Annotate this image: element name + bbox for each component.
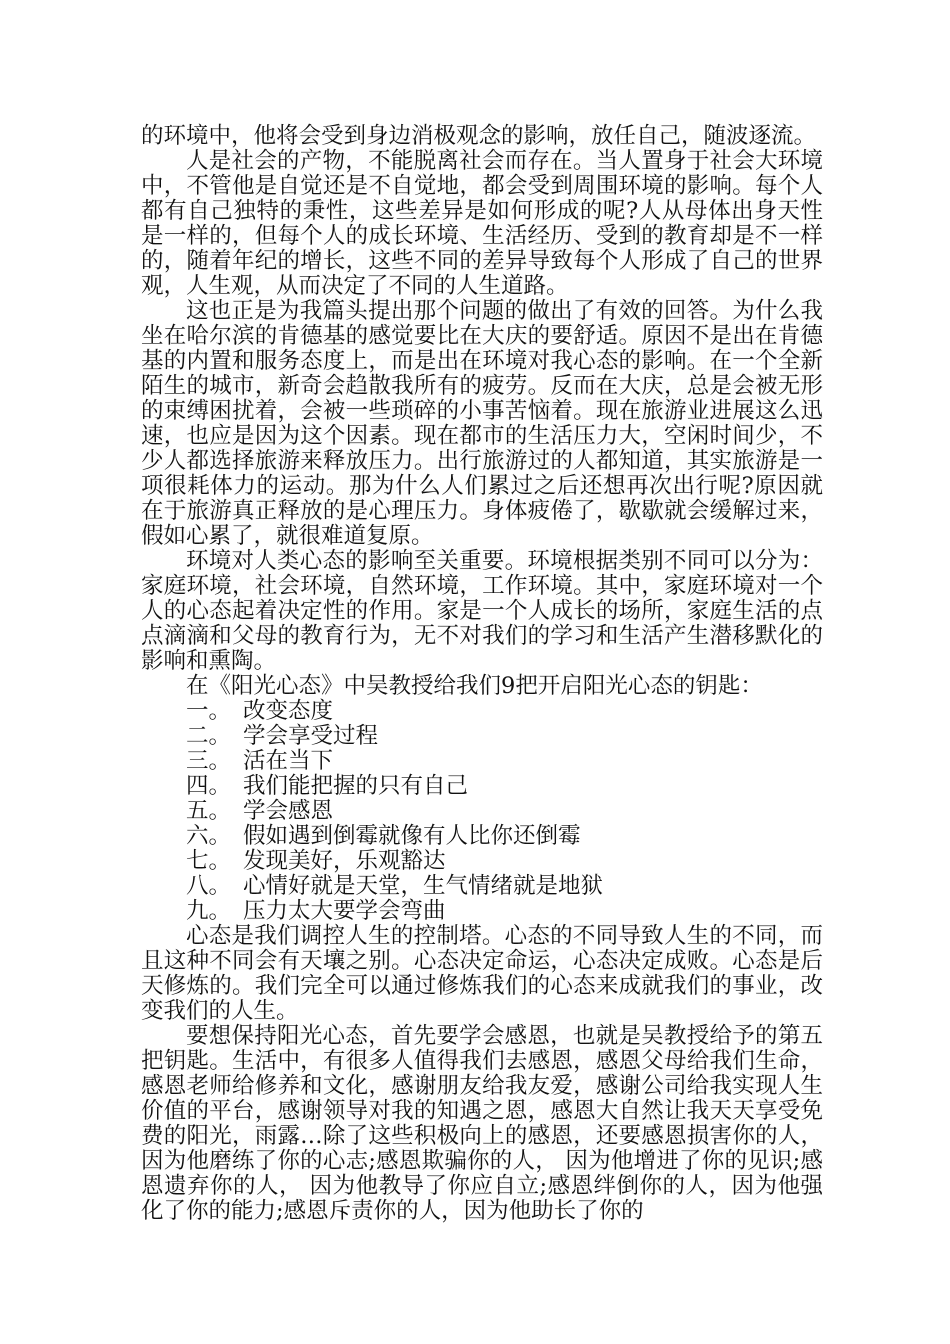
paragraph-kfc-answer: 这也正是为我篇头提出那个问题的做出了有效的回答。为什么我坐在哈尔滨的肯德基的感觉要比在大庆的要舒适。原因不是出在肯德基的内置和服务态度上，而是出在环境对我心态的影响。在一个全新陌生的城市，新奇会趋散我所有的疲劳。反而在大庆，总是会被无形的束缚困扰着，会被一些琐碎的小事苦恼着。现在旅游业进展这么迅速，也应是因为这个因素。现在都市的生活压力大，空闲时间少，不少人都选择旅游来释放压力。出行旅游过的人都知道，其实旅游是一项很耗体力的运动。那为什么人们累过之后还想再次出行呢?原因就在于旅游真正释放的是心理压力。身体疲倦了，歇歇就会缓解过来，假如心累了，就很难道复原。: [141, 298, 823, 549]
list-item: [141, 899, 823, 924]
list-item-text: 我们能把握的只有自己: [243, 773, 469, 799]
list-item: [141, 874, 823, 899]
list-item-text: 学会感恩: [243, 798, 334, 824]
list-item: [141, 824, 823, 849]
paragraph-environment-influence: 的环境中，他将会受到身边消极观念的影响，放任自己，随波逐流。: [141, 123, 817, 149]
list-item-number: 二。: [186, 723, 232, 749]
list-item-number: 九。: [186, 898, 232, 924]
list-item-text: 压力太大要学会弯曲: [243, 898, 446, 924]
list-item: [141, 774, 823, 799]
nine-keys-list: [141, 699, 823, 924]
list-item-text: 假如遇到倒霉就像有人比你还倒霉: [243, 823, 581, 849]
list-item: [141, 699, 823, 724]
list-item: [141, 724, 823, 749]
list-item-text: 活在当下: [243, 748, 334, 774]
paragraph-social-product: 人是社会的产物，不能脱离社会而存在。当人置身于社会大环境中，不管他是自觉还是不自觉地，都会受到周围环境的影响。每个人都有自己独特的秉性，这些差异是如何形成的呢?人从母体出身天性是一样的，但每个人的成长环境、生活经历、受到的教育却是不一样的，随着年纪的增长，这些不同的差异导致每个人形成了自己的世界观，人生观，从而决定了不同的人生道路。: [141, 148, 823, 299]
list-item-number: 六。: [186, 823, 232, 849]
list-item-text: 学会享受过程: [243, 723, 379, 749]
document-page: [141, 124, 823, 1224]
paragraph-environment-types: 环境对人类心态的影响至关重要。环境根据类别不同可以分为：家庭环境，社会环境，自然环境，工作环境。其中，家庭环境对一个人的心态起着决定性的作用。家是一个人成长的场所，家庭生活的点点滴滴和父母的教育行为，无不对我们的学习和生活产生潜移默化的影响和熏陶。: [141, 548, 823, 674]
paragraph-gratitude: 要想保持阳光心态，首先要学会感恩，也就是吴教授给予的第五把钥匙。生活中，有很多人值得我们去感恩，感恩父母给我们生命，感恩老师给修养和文化，感谢朋友给我友爱，感谢公司给我实现人生价值的平台，感谢领导对我的知遇之恩，感恩大自然让我天天享受免费的阳光，雨露…除了这些积极向上的感恩，还要感恩损害你的人，因为他磨练了你的心志;感恩欺骗你的人， 因为他增进了你的见识;感恩遗弃你的人， 因为他教导了你应自立;感恩绊倒你的人，因为他强化了你的能力;感恩斥责你的人，因为他助长了你的: [141, 1023, 823, 1224]
list-item-number: 七。: [186, 848, 232, 874]
list-item-number: 一。: [186, 698, 232, 724]
list-item: [141, 849, 823, 874]
list-item: [141, 799, 823, 824]
list-item-number: 五。: [186, 798, 232, 824]
list-item-number: 四。: [186, 773, 232, 799]
list-item: [141, 749, 823, 774]
list-item-text: 心情好就是天堂，生气情绪就是地狱: [243, 873, 604, 899]
paragraph-control-tower: 心态是我们调控人生的控制塔。心态的不同导致人生的不同，而且这种不同会有天壤之别。心态决定命运，心态决定成败。心态是后天修炼的。我们完全可以通过修炼我们的心态来成就我们的事业，改变我们的人生。: [141, 923, 823, 1024]
list-item-text: 改变态度: [243, 698, 334, 724]
list-item-number: 八。: [186, 873, 232, 899]
paragraph-nine-keys-intro: 在《阳光心态》中吴教授给我们9把开启阳光心态的钥匙：: [186, 673, 763, 699]
list-item-text: 发现美好，乐观豁达: [243, 848, 446, 874]
list-item-number: 三。: [186, 748, 232, 774]
